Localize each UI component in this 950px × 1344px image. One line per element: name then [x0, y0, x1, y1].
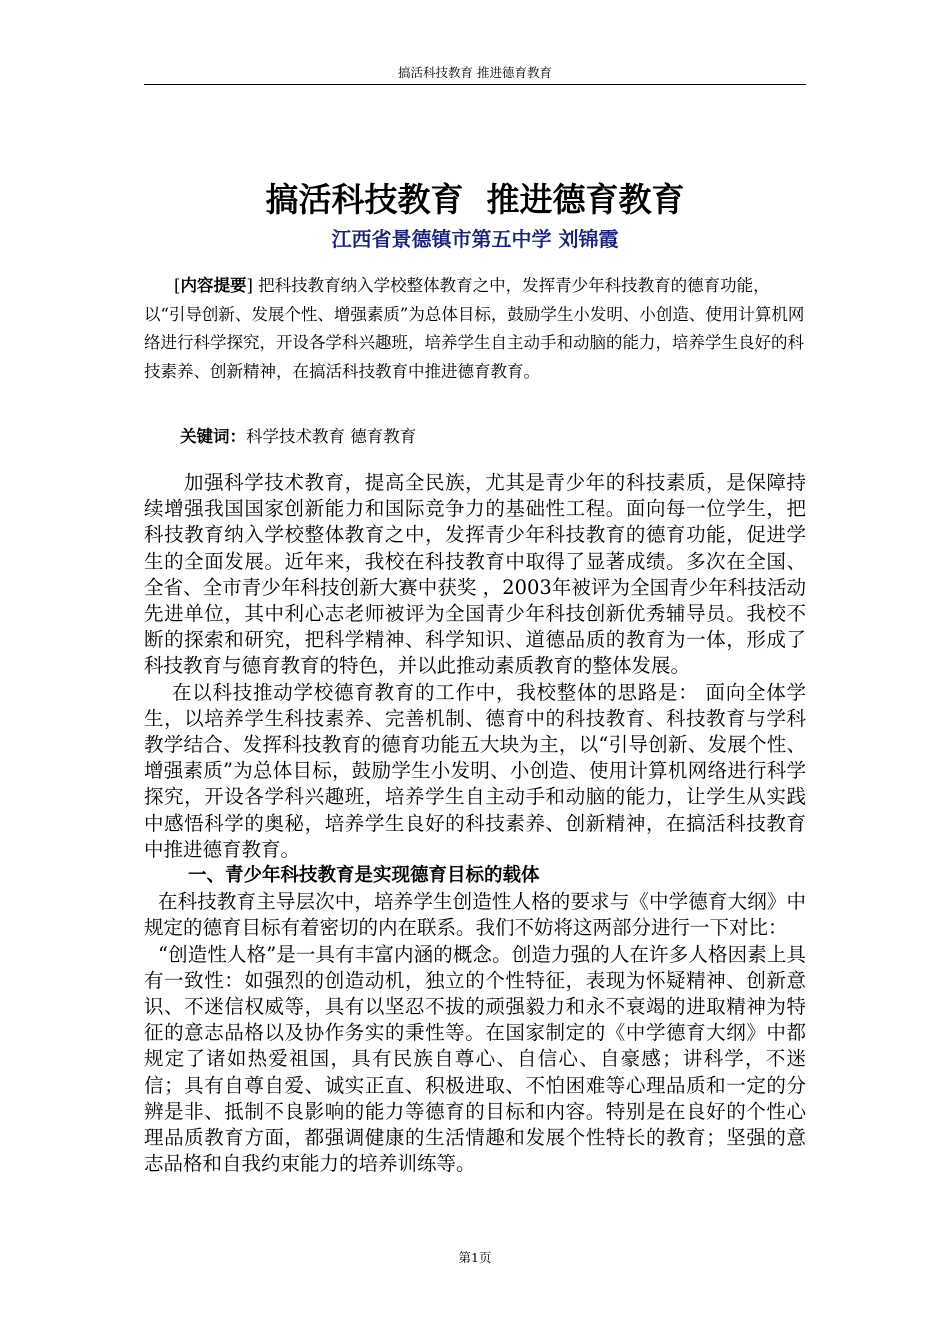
document-title: 搞活科技教育 推进德育教育: [265, 180, 685, 219]
paragraph-approach: 在以科技推动学校德育教育的工作中，我校整体的思路是： 面向全体学生，以培养学生科技素养、完善机制、德育中的科技教育、科技教育与学科教学结合、发挥科技教育的德育功能五大块为主，以“引导创新、发展个性、增强素质”为总体目标，鼓励学生小发明、小创造、使用计算机网络进行科学探究，开设各学科兴趣班，培养学生自主动手和动脑的能力，让学生从实践中感悟科学的奥秘，培养学生良好的科技素养、创新精神，在搞活科技教育中推进德育教育。: [144, 680, 806, 861]
section-heading-1: 一、青少年科技教育是实现德育目标的载体: [188, 865, 540, 887]
abstract-bracket-open: [: [174, 276, 181, 295]
page-header: 搞活科技教育 推进德育教育: [144, 62, 806, 85]
paragraph-comparison: 在科技教育主导层次中，培养学生创造性人格的要求与《中学德育大纲》中规定的德育目标有着密切的内在联系。我们不妨将这两部分进行一下对比：: [144, 890, 806, 940]
page-number: 第1页: [458, 1250, 492, 1265]
keywords: [180, 425, 416, 449]
keywords-label: 关键词：: [180, 427, 246, 446]
document-author: 江西省景德镇市第五中学 刘锦霞: [331, 227, 619, 251]
abstract-text: 把科技教育纳入学校整体教育之中，发挥青少年科技教育的德育功能，以“引导创新、发展个性、增强素质”为总体目标，鼓励学生小发明、小创造、使用计算机网络进行科学探究，开设各学科兴趣班，培养学生自主动手和动脑的能力，培养学生良好的科技素养、创新精神，在搞活科技教育中推进德育教育。: [144, 276, 805, 381]
abstract-bracket-close: ]: [246, 276, 253, 295]
paragraph-creative-personality: “创造性人格”是一具有丰富内涵的概念。创造力强的人在许多人格因素上具有一致性：如强烈的创造动机，独立的个性特征，表现为怀疑精神、创新意识、不迷信权威等，具有以坚忍不拔的顽强毅力和永不衰竭的进取精神为特征的意志品格以及协作务实的秉性等。在国家制定的《中学德育大纲》中都规定了诸如热爱祖国，具有民族自尊心、自信心、自豪感；讲科学，不迷信；具有自尊自爱、诚实正直、积极进取、不怕困难等心理品质和一定的分辨是非、抵制不良影响的能力等德育的目标和内容。特别是在良好的个性心理品质教育方面，都强调健康的生活情趣和发展个性特长的教育；坚强的意志品格和自我约束能力的培养训练等。: [144, 942, 806, 1176]
paragraph-intro: 加强科学技术教育，提高全民族，尤其是青少年的科技素质，是保障持续增强我国国家创新能力和国际竞争力的基础性工程。面向每一位学生，把科技教育纳入学校整体教育之中，发挥青少年科技教育的德育功能，促进学生的全面发展。近年来，我校在科技教育中取得了显著成绩。多次在全国、全省、全市青少年科技创新大赛中获奖 ，2003年被评为全国青少年科技活动先进单位，其中利心志老师被评为全国青少年科技创新优秀辅导员。我校不断的探索和研究，把科学精神、科学知识、道德品质的教育为一体，形成了科技教育与德育教育的特色，并以此推动素质教育的整体发展。: [144, 471, 806, 678]
abstract: [144, 272, 806, 386]
abstract-label: 内容提要: [180, 276, 247, 295]
keywords-text: 科学技术教育 德育教育: [246, 427, 417, 446]
body-text: [144, 470, 806, 1177]
